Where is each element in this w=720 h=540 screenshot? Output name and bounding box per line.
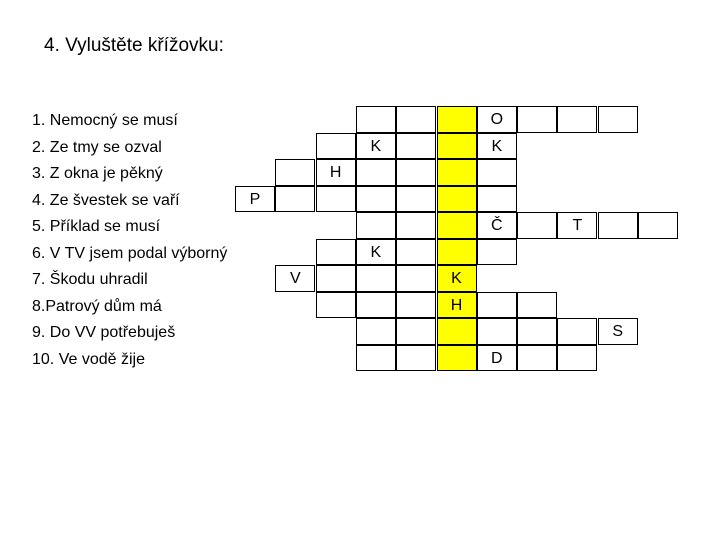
crossword-cell[interactable]: K xyxy=(356,133,396,160)
crossword-cell[interactable] xyxy=(437,133,477,160)
clue-item: 8.Patrový dům má xyxy=(32,297,162,315)
crossword-cell[interactable] xyxy=(517,292,557,319)
crossword-cell[interactable] xyxy=(557,106,597,133)
clue-item: 4. Ze švestek se vaří xyxy=(32,191,180,209)
crossword-cell[interactable] xyxy=(356,212,396,239)
crossword-cell[interactable] xyxy=(396,212,436,239)
crossword-cell[interactable] xyxy=(557,318,597,345)
crossword-cell[interactable] xyxy=(477,239,517,266)
clue-item: 10. Ve vodě žije xyxy=(32,350,145,368)
crossword-cell[interactable] xyxy=(517,318,557,345)
crossword-cell[interactable] xyxy=(316,239,356,266)
crossword-cell[interactable]: T xyxy=(557,212,597,239)
crossword-cell[interactable] xyxy=(356,265,396,292)
crossword-cell[interactable] xyxy=(396,133,436,160)
crossword-cell[interactable] xyxy=(517,345,557,372)
crossword-cell[interactable] xyxy=(437,345,477,372)
crossword-cell[interactable] xyxy=(437,212,477,239)
crossword-cell[interactable] xyxy=(356,345,396,372)
crossword-cell[interactable] xyxy=(356,292,396,319)
clue-item: 7. Škodu uhradil xyxy=(32,271,148,288)
crossword-cell[interactable] xyxy=(356,159,396,186)
crossword-cell[interactable] xyxy=(396,292,436,319)
crossword-cell[interactable]: K xyxy=(437,265,477,292)
crossword-cell[interactable] xyxy=(437,239,477,266)
clue-item: 5. Příklad se musí xyxy=(32,218,161,235)
crossword-cell[interactable]: S xyxy=(598,318,638,345)
crossword-cell[interactable] xyxy=(356,106,396,133)
crossword-cell[interactable] xyxy=(356,318,396,345)
crossword-cell[interactable] xyxy=(437,318,477,345)
crossword-cell[interactable]: K xyxy=(356,239,396,266)
clue-item: 3. Z okna je pěkný xyxy=(32,165,163,182)
clue-item: 2. Ze tmy se ozval xyxy=(32,138,162,156)
crossword-cell[interactable] xyxy=(356,186,396,213)
crossword-cell[interactable]: D xyxy=(477,345,517,372)
crossword-cell[interactable]: Č xyxy=(477,212,517,239)
crossword-cell[interactable] xyxy=(598,212,638,239)
crossword-cell[interactable] xyxy=(477,186,517,213)
clue-item: 9. Do VV potřebuješ xyxy=(32,324,176,341)
crossword-cell[interactable] xyxy=(477,159,517,186)
crossword-cell[interactable] xyxy=(477,292,517,319)
page-title: 4. Vyluštěte křížovku: xyxy=(44,35,224,56)
crossword-cell[interactable] xyxy=(396,345,436,372)
clue-item: 6. V TV jsem podal výborný xyxy=(32,244,228,262)
crossword-cell[interactable] xyxy=(396,239,436,266)
crossword-cell[interactable]: V xyxy=(275,265,315,292)
crossword-cell[interactable] xyxy=(517,212,557,239)
crossword-cell[interactable] xyxy=(557,345,597,372)
crossword-cell[interactable] xyxy=(638,212,678,239)
crossword-cell[interactable] xyxy=(316,133,356,160)
crossword-cell[interactable] xyxy=(396,106,436,133)
crossword-cell[interactable] xyxy=(275,159,315,186)
crossword-cell[interactable] xyxy=(517,106,557,133)
clue-item: 1. Nemocný se musí xyxy=(32,112,178,129)
crossword-cell[interactable] xyxy=(477,318,517,345)
crossword-cell[interactable] xyxy=(396,159,436,186)
crossword-cell[interactable] xyxy=(437,106,477,133)
crossword-cell[interactable] xyxy=(316,265,356,292)
crossword-cell[interactable] xyxy=(316,292,356,319)
crossword-cell[interactable] xyxy=(437,186,477,213)
crossword-cell[interactable] xyxy=(437,159,477,186)
crossword-cell[interactable]: P xyxy=(235,186,275,213)
crossword-cell[interactable]: H xyxy=(437,292,477,319)
crossword-cell[interactable]: O xyxy=(477,106,517,133)
crossword-cell[interactable] xyxy=(396,186,436,213)
crossword-cell[interactable] xyxy=(275,186,315,213)
crossword-cell[interactable]: K xyxy=(477,133,517,160)
crossword-cell[interactable] xyxy=(598,106,638,133)
crossword-cell[interactable] xyxy=(316,186,356,213)
crossword-cell[interactable] xyxy=(396,318,436,345)
crossword-cell[interactable] xyxy=(396,265,436,292)
crossword-cell[interactable]: H xyxy=(316,159,356,186)
